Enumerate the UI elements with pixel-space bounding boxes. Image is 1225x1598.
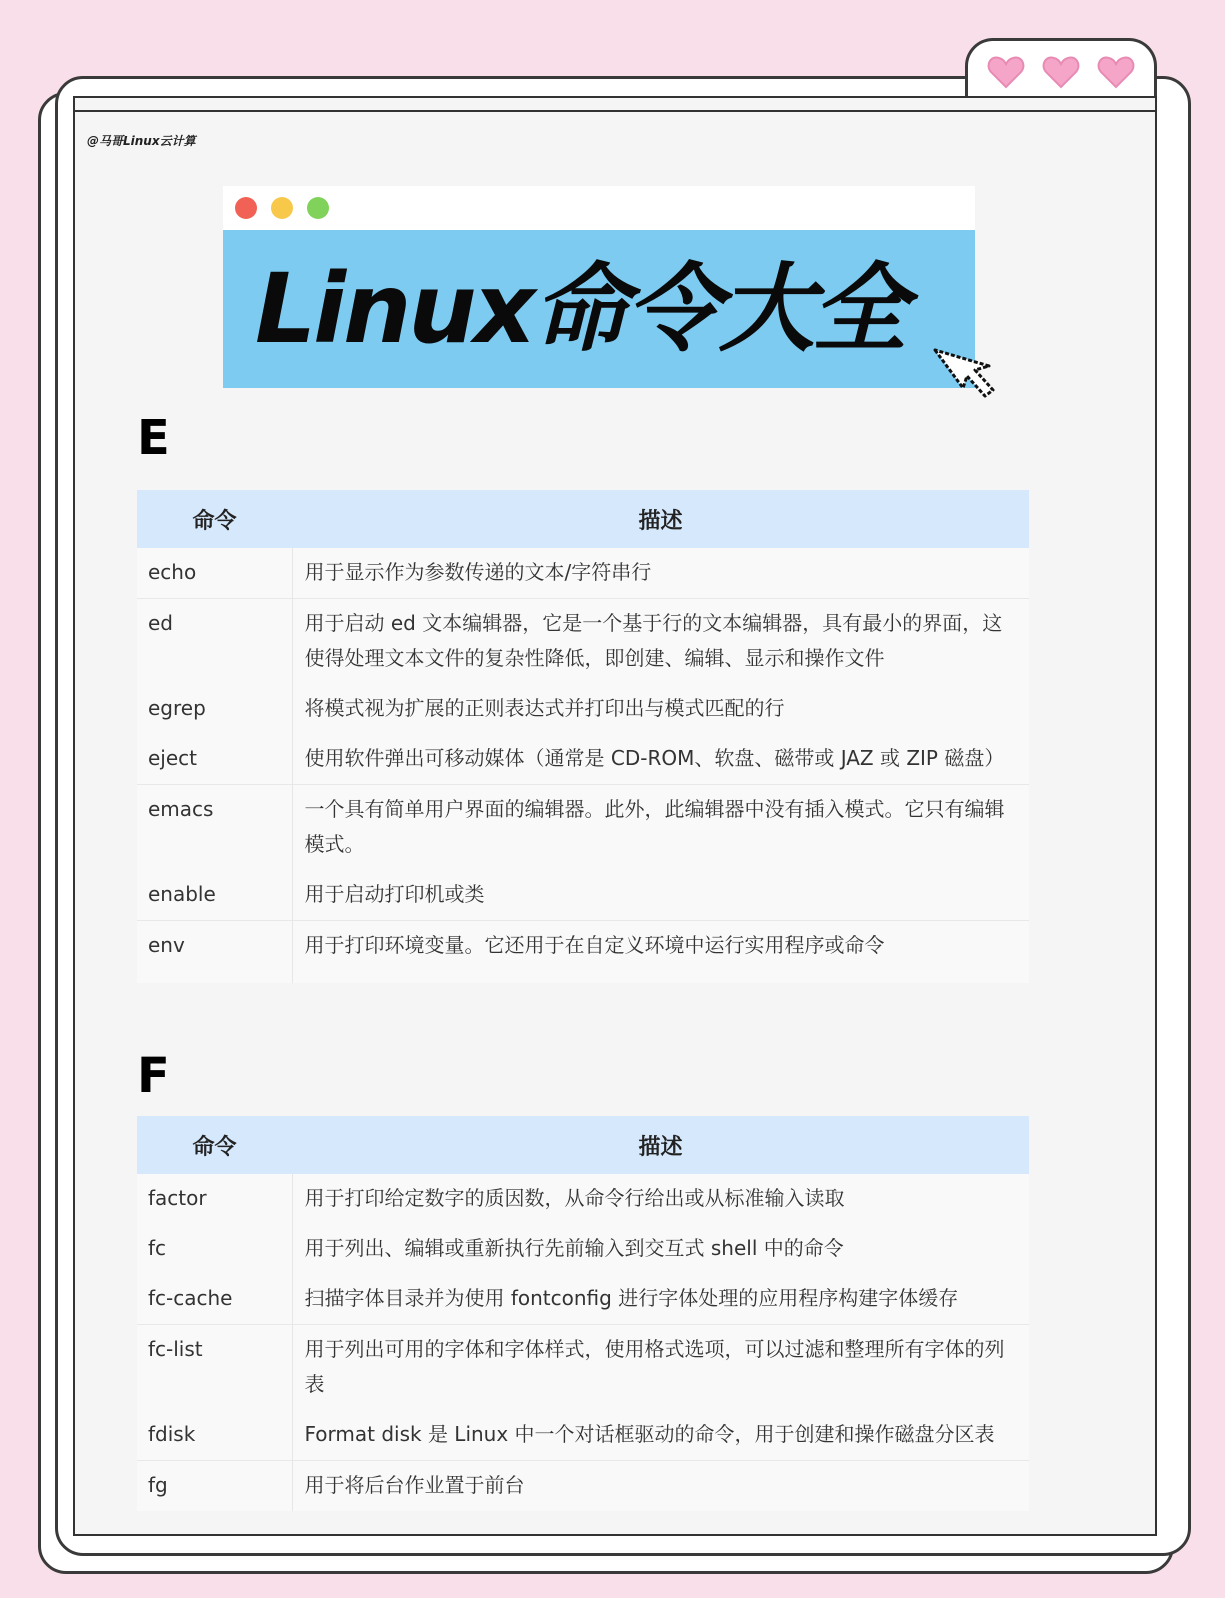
section-letter-e: E (137, 410, 170, 466)
description-cell: 用于显示作为参数传递的文本/字符串行 (292, 548, 1029, 599)
table-row (137, 734, 1029, 785)
table-row (137, 1410, 1029, 1461)
description-cell: 用于列出、编辑或重新执行先前输入到交互式 shell 中的命令 (292, 1224, 1029, 1274)
column-header-description: 描述 (292, 490, 1029, 548)
document-page (73, 96, 1157, 1536)
column-header-description: 描述 (292, 1116, 1029, 1174)
commands-table-f (137, 1116, 1029, 1511)
heart-icon (987, 55, 1025, 89)
title-banner (223, 186, 975, 388)
command-cell: fc (137, 1224, 292, 1274)
heart-tab (965, 38, 1157, 102)
minimize-dot-icon (271, 197, 293, 219)
banner-body (223, 230, 975, 388)
table-row (137, 684, 1029, 734)
watermark: @马哥Linux云计算 (87, 134, 196, 148)
description-cell: 扫描字体目录并为使用 fontconfig 进行字体处理的应用程序构建字体缓存 (292, 1274, 1029, 1325)
description-cell: 用于将后台作业置于前台 (292, 1461, 1029, 1512)
close-dot-icon (235, 197, 257, 219)
command-cell: echo (137, 548, 292, 599)
command-cell: fc-cache (137, 1274, 292, 1325)
description-cell: 使用软件弹出可移动媒体（通常是 CD-ROM、软盘、磁带或 JAZ 或 ZIP 磁盘） (292, 734, 1029, 785)
table-row (137, 548, 1029, 599)
table-row (137, 599, 1029, 685)
command-cell: env (137, 921, 292, 984)
maximize-dot-icon (307, 197, 329, 219)
description-cell: Format disk 是 Linux 中一个对话框驱动的命令，用于创建和操作磁盘分区表 (292, 1410, 1029, 1461)
command-cell: ed (137, 599, 292, 685)
table-row (137, 1274, 1029, 1325)
table-row (137, 1461, 1029, 1512)
description-cell: 用于启动打印机或类 (292, 870, 1029, 921)
top-rule (75, 110, 1155, 112)
command-cell: egrep (137, 684, 292, 734)
command-cell: eject (137, 734, 292, 785)
banner-title: Linux命令大全 (255, 253, 905, 365)
command-cell: emacs (137, 785, 292, 871)
command-cell: fc-list (137, 1325, 292, 1411)
table-row (137, 1325, 1029, 1411)
command-cell: enable (137, 870, 292, 921)
column-header-command: 命令 (137, 1116, 292, 1174)
description-cell: 将模式视为扩展的正则表达式并打印出与模式匹配的行 (292, 684, 1029, 734)
cursor-icon (933, 348, 999, 400)
description-cell: 用于列出可用的字体和字体样式，使用格式选项，可以过滤和整理所有字体的列表 (292, 1325, 1029, 1411)
heart-icon (1097, 55, 1135, 89)
command-cell: fdisk (137, 1410, 292, 1461)
section-letter-f: F (137, 1048, 170, 1104)
description-cell: 用于打印环境变量。它还用于在自定义环境中运行实用程序或命令 (292, 921, 1029, 984)
description-cell: 一个具有简单用户界面的编辑器。此外，此编辑器中没有插入模式。它只有编辑模式。 (292, 785, 1029, 871)
commands-table-e (137, 490, 1029, 983)
command-cell: factor (137, 1174, 292, 1224)
table-row (137, 921, 1029, 984)
command-cell: fg (137, 1461, 292, 1512)
table-row (137, 1224, 1029, 1274)
table-row (137, 785, 1029, 871)
column-header-command: 命令 (137, 490, 292, 548)
description-cell: 用于启动 ed 文本编辑器，它是一个基于行的文本编辑器，具有最小的界面，这使得处理文本文件的复杂性降低，即创建、编辑、显示和操作文件 (292, 599, 1029, 685)
table-row (137, 870, 1029, 921)
heart-icon (1042, 55, 1080, 89)
description-cell: 用于打印给定数字的质因数，从命令行给出或从标准输入读取 (292, 1174, 1029, 1224)
table-row (137, 1174, 1029, 1224)
window-bar (223, 186, 975, 230)
